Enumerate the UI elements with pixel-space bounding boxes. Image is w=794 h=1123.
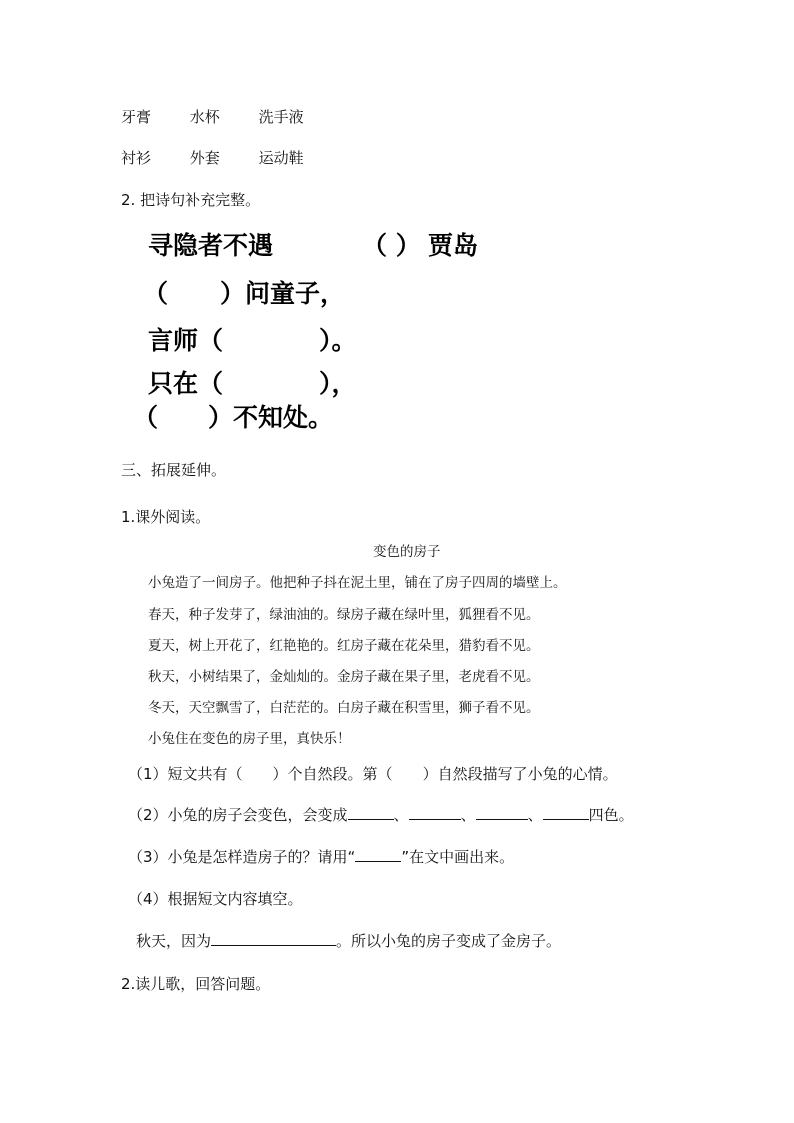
- story-paragraph: 春天，种子发芽了，绿油油的。绿房子藏在绿叶里，狐狸看不见。: [148, 607, 540, 623]
- poem-line-4: [133, 398, 333, 434]
- word: 洗手液: [258, 108, 304, 126]
- question-text: 四色。: [588, 806, 634, 824]
- next-question-heading: 2.读儿歌，回答问题。: [121, 975, 271, 993]
- sub-question-4: （4）根据短文内容填空。: [128, 890, 303, 908]
- word-row-1: [121, 106, 304, 127]
- sub-question-3: [128, 846, 514, 867]
- word-row-2: [121, 147, 304, 168]
- question-text: ”在文中画出来。: [401, 848, 515, 866]
- story-paragraph: 小兔住在变色的房子里，真快乐！: [148, 731, 351, 747]
- word: 水杯: [189, 108, 220, 126]
- question-text: ）个自然段。第（: [272, 765, 393, 783]
- paren-open: （: [133, 403, 159, 432]
- underline-sample: [355, 847, 401, 862]
- story-paragraph: 小兔造了一间房子。他把种子抖在泥土里，铺在了房子四周的墙壁上。: [148, 575, 567, 591]
- poem-line-2: [148, 321, 357, 357]
- word: 衬衫: [121, 149, 152, 167]
- answer-blank[interactable]: [348, 805, 394, 820]
- separator: 、: [460, 806, 476, 824]
- line-text: 言师（: [148, 326, 224, 355]
- reading-heading: 1.课外阅读。: [121, 508, 211, 526]
- line-text: ），: [319, 369, 357, 398]
- question-2-heading: 2. 把诗句补充完整。: [121, 191, 261, 209]
- question-text: （2）小兔的房子会变色，会变成: [128, 806, 348, 824]
- poem-title: 寻隐者不遇: [148, 231, 274, 260]
- question-text: 秋天，因为: [136, 932, 212, 950]
- paren-open: （: [143, 279, 169, 308]
- line-text: ）。: [319, 326, 357, 355]
- poem-line-1: [143, 274, 345, 310]
- line-text: ）不知处。: [208, 403, 334, 432]
- poem-author: 贾岛: [428, 231, 479, 260]
- answer-blank[interactable]: [543, 805, 589, 820]
- question-text: 。所以小兔的房子变成了金房子。: [336, 932, 562, 950]
- story-paragraph: 冬天，天空飘雪了，白茫茫的。白房子藏在积雪里，狮子看不见。: [148, 700, 540, 716]
- word: 牙膏: [121, 108, 152, 126]
- line-text: ）问童子，: [220, 279, 346, 308]
- sub-question-2: [128, 804, 634, 825]
- answer-blank[interactable]: [409, 805, 461, 820]
- question-text: （1）短文共有（: [128, 765, 243, 783]
- word: 外套: [189, 149, 220, 167]
- fill-in-sentence: [136, 930, 561, 951]
- poem-title-paren: （ ）: [362, 231, 421, 260]
- sub-question-1: [128, 763, 618, 784]
- question-text: （3）小兔是怎样造房子的？请用“: [128, 848, 356, 866]
- separator: 、: [527, 806, 543, 824]
- poem-line-3: [148, 364, 357, 400]
- answer-blank[interactable]: [211, 931, 336, 946]
- word: 运动鞋: [258, 149, 304, 167]
- section-3-heading: 三、拓展延伸。: [121, 461, 227, 479]
- story-paragraph: 夏天，树上开花了，红艳艳的。红房子藏在花朵里，猎豹看不见。: [148, 638, 540, 654]
- story-title: 变色的房子: [373, 544, 441, 560]
- story-paragraph: 秋天，小树结果了，金灿灿的。金房子藏在果子里，老虎看不见。: [148, 669, 540, 685]
- answer-blank[interactable]: [476, 805, 528, 820]
- line-text: 只在（: [148, 369, 224, 398]
- question-text: ）自然段描写了小兔的心情。: [422, 765, 618, 783]
- separator: 、: [393, 806, 409, 824]
